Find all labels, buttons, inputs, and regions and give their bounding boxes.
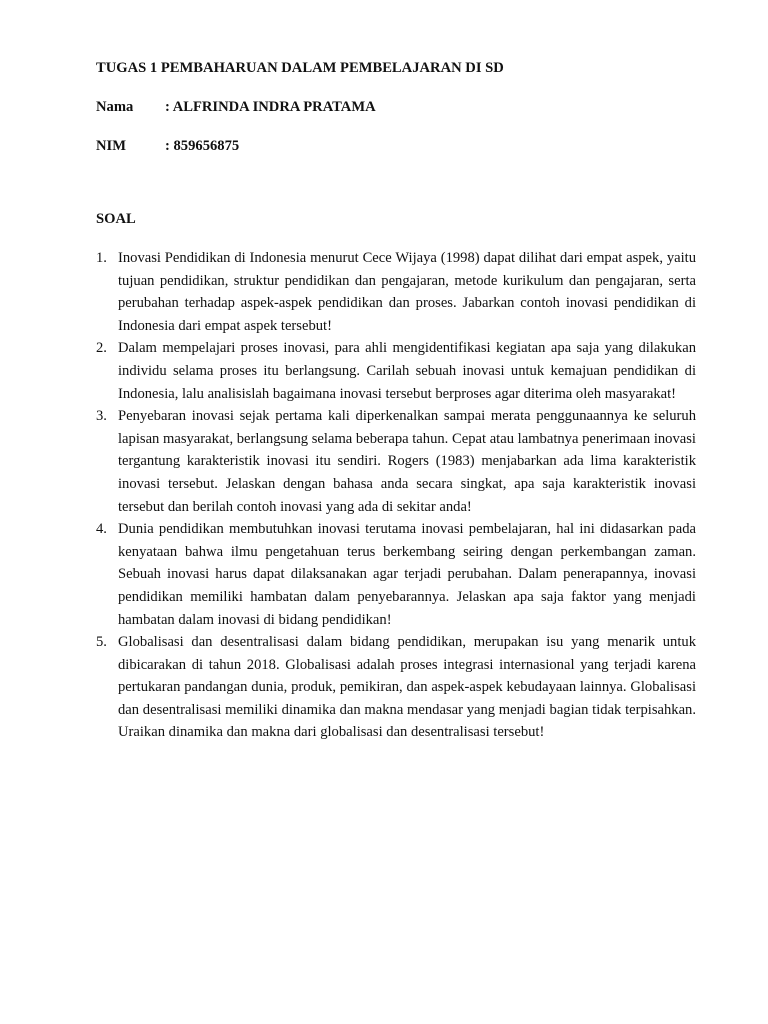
nim-field-row — [96, 138, 239, 155]
question-number: 5. — [96, 634, 107, 651]
question-item — [96, 518, 696, 631]
question-number: 3. — [96, 408, 107, 425]
question-list — [96, 247, 696, 744]
question-item — [96, 247, 696, 337]
question-number: 4. — [96, 521, 107, 538]
question-text: Dalam mempelajari proses inovasi, para ahli mengidentifikasi kegiatan apa saja yang dilakukan individu selama proses itu berlangsung. Carilah sebuah inovasi untuk kemajuan pendidikan di Indonesia, lalu analisislah bagaimana inovasi tersebut berproses agar diterima oleh masyarakat! — [118, 340, 696, 402]
nim-label: NIM — [96, 138, 126, 154]
question-text: Penyebaran inovasi sejak pertama kali diperkenalkan sampai merata penggunaannya ke seluruh lapisan masyarakat, berlangsung selama beberapa tahun. Cepat atau lambatnya penerimaan inovasi tergantung karakteristik inovasi itu sendiri. Rogers (1983) menjabarkan ada lima karakteristik inovasi tersebut. Jelaskan dengan bahasa anda secara singkat, apa saja karakteristik inovasi tersebut dan berilah contoh inovasi yang ada di sekitar anda! — [118, 408, 696, 515]
name-label: Nama — [96, 99, 134, 115]
question-item — [96, 337, 696, 405]
question-text: Dunia pendidikan membutuhkan inovasi terutama inovasi pembelajaran, hal ini didasarkan pada kenyataan bahwa ilmu pengetahuan terus berkembang seiring dengan perkembangan zaman. Sebuah inovasi harus dapat dilaksanakan agar terjadi perubahan. Dalam penerapannya, inovasi pendidikan memiliki hambatan dalam penyebarannya. Jelaskan apa saja faktor yang menjadi hambatan dalam inovasi di bidang pendidikan! — [118, 521, 696, 628]
name-field-row — [96, 99, 376, 116]
question-number: 1. — [96, 250, 107, 266]
question-item — [96, 631, 696, 744]
section-heading-soal: SOAL — [96, 211, 136, 227]
nim-value: : 859656875 — [165, 138, 240, 154]
question-number: 2. — [96, 340, 107, 357]
name-value: : ALFRINDA INDRA PRATAMA — [165, 99, 376, 115]
document-title: TUGAS 1 PEMBAHARUAN DALAM PEMBELAJARAN DI SD — [96, 60, 504, 76]
question-item — [96, 405, 696, 518]
question-text: Inovasi Pendidikan di Indonesia menurut Cece Wijaya (1998) dapat dilihat dari empat aspek, yaitu tujuan pendidikan, struktur pendidikan dan pengajaran, metode kurikulum dan pengajaran, serta perubahan terhadap aspek-aspek pendidikan dan proses. Jabarkan contoh inovasi pendidikan di Indonesia dari empat aspek tersebut! — [118, 250, 696, 334]
question-text: Globalisasi dan desentralisasi dalam bidang pendidikan, merupakan isu yang menarik untuk dibicarakan di tahun 2018. Globalisasi adalah proses integrasi internasional yang terjadi karena pertukaran pandangan dunia, produk, pemikiran, dan aspek-aspek kebudayaan lainnya. Globalisasi dan desentralisasi memiliki dinamika dan makna mendasar yang menjadi bagian tidak terpisahkan. Uraikan dinamika dan makna dari globalisasi dan desentralisasi tersebut! — [118, 634, 696, 741]
